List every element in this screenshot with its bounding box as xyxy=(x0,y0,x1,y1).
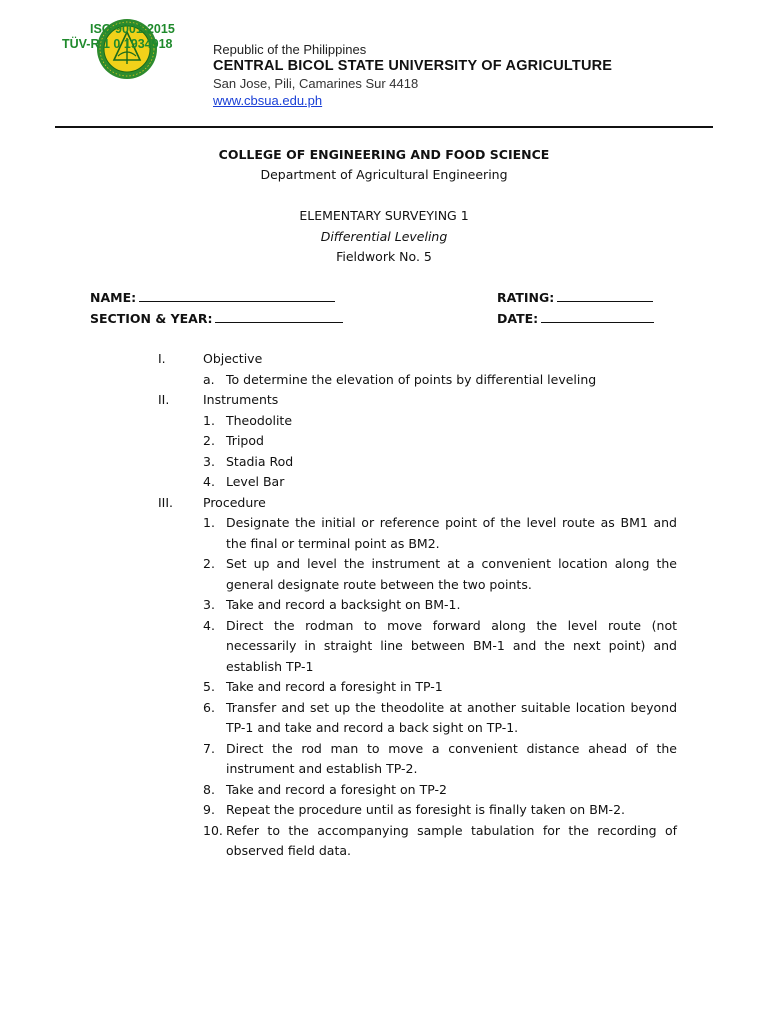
name-label: NAME: xyxy=(90,290,137,305)
department-name: Department of Agricultural Engineering xyxy=(260,167,508,182)
university-address: San Jose, Pili, Camarines Sur 4418 xyxy=(213,76,419,91)
list-item-text: Take and record a foresight on TP-2 xyxy=(226,781,447,797)
list-item-marker: 2. xyxy=(203,433,215,448)
list-item-marker: 4. xyxy=(203,617,215,633)
list-item-text: Stadia Rod xyxy=(226,453,294,469)
list-item-marker: 6. xyxy=(203,699,215,715)
list-item-marker: 4. xyxy=(203,474,215,489)
list-item-marker: 7. xyxy=(203,740,215,756)
list-item-text: Direct the rod man to move a convenient distance ahead of the instrument and establish TP-2. xyxy=(226,740,677,776)
list-item-marker: 8. xyxy=(203,781,215,797)
list-item-marker: 1. xyxy=(203,515,215,530)
course-title: ELEMENTARY SURVEYING 1 xyxy=(299,208,469,223)
section-numeral: II. xyxy=(158,392,170,407)
list-item-text: Take and record a foresight in TP-1 xyxy=(226,679,443,694)
iso-standard: ISO 9001:2015 xyxy=(90,22,175,36)
list-item-text: Take and record a backsight on BM-1. xyxy=(226,597,461,612)
list-item-marker: 1. xyxy=(203,412,215,428)
list-item-text: Refer to the accompanying sample tabulation for the recording of observed field data. xyxy=(226,822,677,858)
rating-field[interactable] xyxy=(497,290,653,305)
university-name: CENTRAL BICOL STATE UNIVERSITY OF AGRICULTURE xyxy=(213,58,613,74)
section-numeral: III. xyxy=(158,494,174,510)
list-item-text: Transfer and set up the theodolite at another suitable location beyond TP-1 and take and record a back sight on TP-1. xyxy=(226,699,677,735)
section-year-label: SECTION & YEAR: xyxy=(90,311,213,326)
list-item-text: Theodolite xyxy=(226,412,293,428)
section-year-blank[interactable] xyxy=(215,311,343,323)
list-item-text: Direct the rodman to move forward along the level route (not necessarily in straight line between BM-1 and the next point) and establish TP-1 xyxy=(226,617,677,674)
fieldwork-number: Fieldwork No. 5 xyxy=(336,249,432,264)
website-link[interactable]: www.cbsua.edu.ph xyxy=(213,93,323,108)
name-field[interactable] xyxy=(90,290,335,305)
college-name: COLLEGE OF ENGINEERING AND FOOD SCIENCE xyxy=(218,147,550,162)
name-blank[interactable] xyxy=(139,290,335,302)
date-blank[interactable] xyxy=(541,311,654,323)
list-item-marker: 3. xyxy=(203,597,215,612)
list-item-marker: 10. xyxy=(203,822,223,838)
header-divider xyxy=(55,126,713,128)
letterhead xyxy=(213,41,612,109)
list-item-text: To determine the elevation of points by differential leveling xyxy=(226,371,597,387)
rating-blank[interactable] xyxy=(557,290,653,302)
date-field[interactable] xyxy=(497,311,654,326)
section-heading: Procedure xyxy=(203,494,266,510)
list-item-text: Set up and level the instrument at a convenient location along the general designate route between the two points. xyxy=(226,556,677,592)
date-label: DATE: xyxy=(497,311,539,326)
list-item-text: Level Bar xyxy=(226,474,285,489)
list-item-marker: 2. xyxy=(203,556,215,571)
list-item-text: Tripod xyxy=(226,433,264,448)
list-item-marker: 3. xyxy=(203,453,215,469)
section-heading: Instruments xyxy=(203,392,279,407)
iso-certificate-number: TÜV-R 1 0 1934918 xyxy=(62,37,173,51)
section-year-field[interactable] xyxy=(90,311,343,326)
list-item-marker: 5. xyxy=(203,679,215,694)
republic-line: Republic of the Philippines xyxy=(213,42,367,57)
list-item-marker: 9. xyxy=(203,802,215,817)
list-item-text: Designate the initial or reference point of the level route as BM1 and the final or terminal point as BM2. xyxy=(226,515,677,551)
topic-title: Differential Leveling xyxy=(320,229,448,244)
section-numeral: I. xyxy=(158,351,166,366)
section-heading: Objective xyxy=(203,351,263,366)
list-item-marker: a. xyxy=(203,371,215,387)
rating-label: RATING: xyxy=(497,290,555,305)
list-item-text: Repeat the procedure until as foresight is finally taken on BM-2. xyxy=(226,802,625,817)
iso-certification xyxy=(62,22,175,52)
